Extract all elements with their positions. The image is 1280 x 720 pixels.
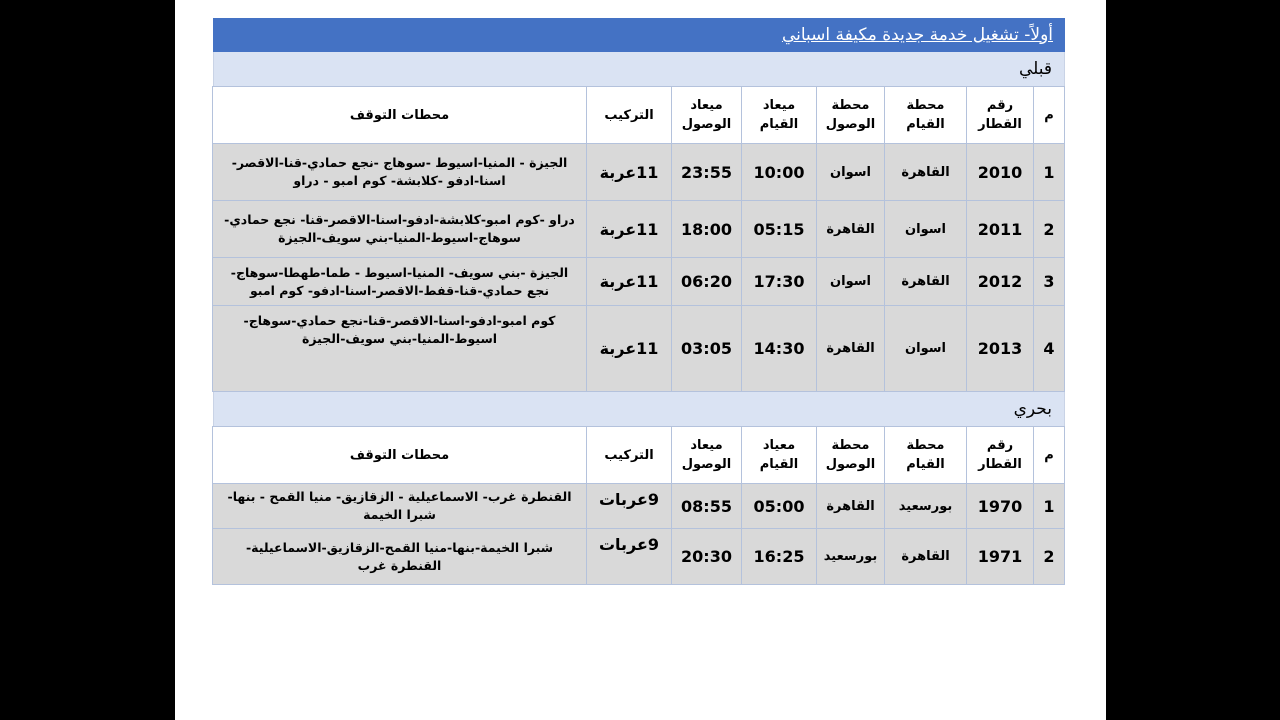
cell-arrival-time: 03:05 [672, 306, 742, 392]
cell-index: 3 [1034, 258, 1065, 306]
cell-index: 2 [1034, 529, 1065, 585]
cell-train-number: 2011 [967, 201, 1034, 258]
cell-stops: القنطرة غرب- الاسماعيلية - الزقازيق- منيا القمح - بنها-شبرا الخيمة [213, 484, 587, 529]
cell-composition: 11عربة [587, 306, 672, 392]
cell-arrival-time: 23:55 [672, 144, 742, 201]
table-header-row [213, 427, 1065, 484]
header-departure-station: محطة القيام [885, 87, 967, 144]
header-composition: التركيب [587, 427, 672, 484]
cell-departure-station: اسوان [885, 306, 967, 392]
cell-train-number: 2010 [967, 144, 1034, 201]
document-title-bar [213, 18, 1065, 52]
cell-train-number: 2013 [967, 306, 1034, 392]
section-title-north: بحري [1013, 399, 1052, 419]
cell-departure-time: 14:30 [742, 306, 817, 392]
header-train-number: رقم القطار [967, 427, 1034, 484]
cell-composition: 9عربات [587, 484, 672, 529]
header-index: م [1034, 87, 1065, 144]
cell-arrival-station: القاهرة [817, 201, 885, 258]
cell-index: 2 [1034, 201, 1065, 258]
cell-composition: 11عربة [587, 144, 672, 201]
header-stops: محطات التوقف [213, 427, 587, 484]
cell-departure-time: 05:00 [742, 484, 817, 529]
cell-arrival-time: 06:20 [672, 258, 742, 306]
schedule-table-south [212, 86, 1065, 392]
cell-departure-station: القاهرة [885, 258, 967, 306]
cell-arrival-station: القاهرة [817, 306, 885, 392]
cell-arrival-station: اسوان [817, 258, 885, 306]
cell-arrival-station: القاهرة [817, 484, 885, 529]
header-arrival-time: ميعاد الوصول [672, 87, 742, 144]
cell-train-number: 1970 [967, 484, 1034, 529]
cell-arrival-time: 18:00 [672, 201, 742, 258]
table-header-row [213, 87, 1065, 144]
table-row [213, 144, 1065, 201]
cell-departure-station: اسوان [885, 201, 967, 258]
header-index: م [1034, 427, 1065, 484]
section-title-south: قبلي [1018, 59, 1052, 79]
cell-departure-time: 16:25 [742, 529, 817, 585]
table-row [213, 258, 1065, 306]
cell-arrival-station: بورسعيد [817, 529, 885, 585]
cell-arrival-time: 08:55 [672, 484, 742, 529]
cell-departure-time: 05:15 [742, 201, 817, 258]
header-arrival-station: محطة الوصول [817, 427, 885, 484]
cell-departure-station: القاهرة [885, 529, 967, 585]
header-departure-station: محطة القيام [885, 427, 967, 484]
table-row [213, 484, 1065, 529]
document-title: أولاً- تشغيل خدمة جديدة مكيفة اسباني [781, 25, 1053, 45]
cell-composition: 11عربة [587, 258, 672, 306]
cell-departure-time: 17:30 [742, 258, 817, 306]
cell-departure-station: بورسعيد [885, 484, 967, 529]
section-bar-south [213, 52, 1065, 86]
cell-arrival-station: اسوان [817, 144, 885, 201]
header-departure-time: معياد القيام [742, 427, 817, 484]
header-composition: التركيب [587, 87, 672, 144]
table-row [213, 529, 1065, 585]
cell-stops: دراو -كوم امبو-كلابشة-ادفو-اسنا-الاقصر-قنا- نجع حمادي-سوهاج-اسيوط-المنيا-بني سويف-الجيزة [213, 201, 587, 258]
cell-stops: الجيزة -بني سويف- المنيا-اسيوط - طما-طهطا-سوهاج-نجع حمادي-قنا-قفط-الاقصر-اسنا-ادفو- كوم امبو [213, 258, 587, 306]
cell-index: 4 [1034, 306, 1065, 392]
cell-arrival-time: 20:30 [672, 529, 742, 585]
cell-train-number: 2012 [967, 258, 1034, 306]
cell-stops: شبرا الخيمة-بنها-منيا القمح-الزقازيق-الاسماعيلية-القنطرة غرب [213, 529, 587, 585]
header-departure-time: ميعاد القيام [742, 87, 817, 144]
section-bar-north [213, 392, 1065, 426]
cell-index: 1 [1034, 144, 1065, 201]
header-arrival-station: محطة الوصول [817, 87, 885, 144]
schedule-table-north [212, 426, 1065, 585]
cell-index: 1 [1034, 484, 1065, 529]
table-row [213, 306, 1065, 392]
header-arrival-time: ميعاد الوصول [672, 427, 742, 484]
header-train-number: رقم القطار [967, 87, 1034, 144]
cell-departure-time: 10:00 [742, 144, 817, 201]
cell-composition: 9عربات [587, 529, 672, 585]
schedule-document [213, 18, 1065, 585]
cell-train-number: 1971 [967, 529, 1034, 585]
table-row [213, 201, 1065, 258]
cell-composition: 11عربة [587, 201, 672, 258]
cell-departure-station: القاهرة [885, 144, 967, 201]
header-stops: محطات التوقف [213, 87, 587, 144]
document-page [175, 0, 1106, 720]
cell-stops: كوم امبو-ادفو-اسنا-الاقصر-قنا-نجع حمادي-سوهاج-اسيوط-المنيا-بني سويف-الجيزة [213, 306, 587, 392]
cell-stops: الجيزة - المنيا-اسيوط -سوهاج -نجع حمادي-قنا-الاقصر-اسنا-ادفو -كلابشة- كوم امبو - دراو [213, 144, 587, 201]
